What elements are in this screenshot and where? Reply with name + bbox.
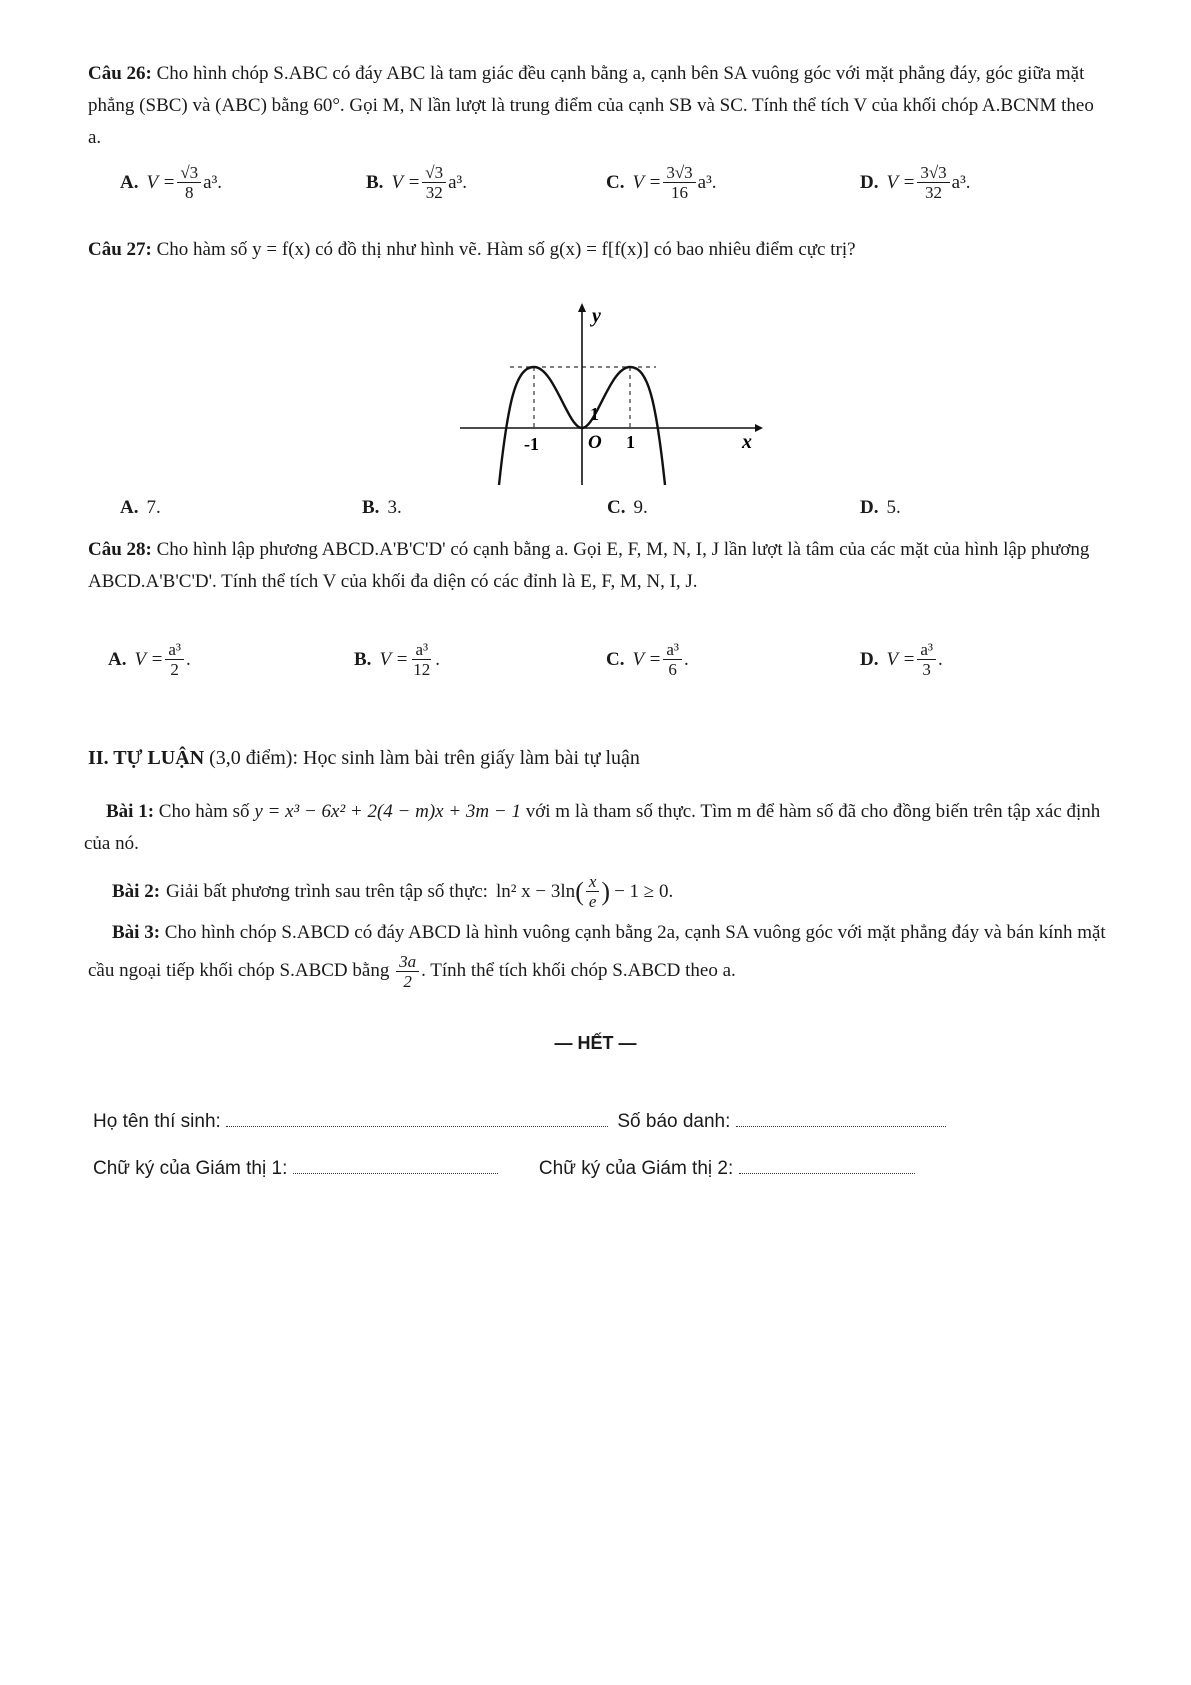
option-lhs: V = bbox=[632, 171, 662, 193]
exercise-text: Cho hình chóp S.ABCD có đáy ABCD là hình vuông cạnh bằng 2a, cạnh SA vuông góc với mặt phẳng đáy và bán kính mặt cầu ngoại tiếp khối chóp S.ABCD bằng bbox=[88, 922, 1106, 981]
option-fraction bbox=[410, 640, 433, 679]
option-label: A. bbox=[120, 497, 139, 518]
function-graph bbox=[450, 300, 770, 490]
denominator: 3 bbox=[922, 660, 931, 679]
question-text: Cho hình chóp S.ABC có đáy ABC là tam giác đều cạnh bằng a, cạnh bên SA vuông góc với mặt phẳng đáy, góc giữa mặt phẳng (SBC) và (ABC) bằng 60°. Gọi M, N lần lượt là trung điểm của cạnh SB và SC. Tính thể tích V của khối chóp A.BCNM theo a. bbox=[88, 63, 1094, 148]
numerator: a³ bbox=[917, 640, 936, 660]
question-text: Cho hàm số y = f(x) có đồ thị như hình vẽ. Hàm số g(x) = f[f(x)] có bao nhiêu điểm cực trị? bbox=[156, 239, 856, 260]
question-27 bbox=[88, 234, 1108, 266]
proctor-1-signature-field[interactable] bbox=[293, 1157, 498, 1174]
x-axis-label: x bbox=[742, 431, 752, 453]
question-label: Câu 27: bbox=[88, 239, 152, 260]
numerator: a³ bbox=[412, 640, 431, 660]
section-heading: II. TỰ LUẬN bbox=[88, 747, 205, 769]
option-fraction bbox=[422, 163, 446, 202]
exercise-text: Cho hàm số bbox=[158, 801, 250, 822]
question-28 bbox=[88, 534, 1108, 598]
exercise-text: Giải bất phương trình sau trên tập số thực: bbox=[166, 880, 488, 902]
option-tail: . bbox=[185, 648, 191, 670]
numerator: a³ bbox=[663, 640, 682, 660]
option-label: D. bbox=[860, 171, 879, 193]
tick-x-label: -1 bbox=[524, 434, 539, 454]
end-mark: — HẾT — bbox=[554, 1033, 637, 1053]
q28-options bbox=[88, 640, 1108, 690]
exercise-formula: y = x³ − 6x² + 2(4 − m)x + 3m − 1 bbox=[254, 801, 521, 822]
option-label: A. bbox=[108, 648, 127, 670]
exercise-text: . Tính thể tích khối chóp S.ABCD theo a. bbox=[421, 960, 736, 981]
origin-label: O bbox=[588, 432, 602, 453]
candidate-name-label: Họ tên thí sinh: bbox=[93, 1111, 221, 1132]
option-label: D. bbox=[860, 497, 879, 518]
denominator: 12 bbox=[413, 660, 431, 679]
option-tail: . bbox=[683, 648, 689, 670]
option-d bbox=[860, 497, 901, 519]
denominator: 32 bbox=[925, 183, 942, 202]
option-fraction bbox=[663, 640, 682, 679]
numerator: 3√3 bbox=[663, 163, 695, 183]
section-subtitle: (3,0 điểm): Học sinh làm bài trên giấy làm bài tự luận bbox=[204, 747, 640, 769]
option-lhs: V = bbox=[391, 171, 421, 193]
option-label: B. bbox=[366, 171, 384, 193]
q26-options bbox=[88, 163, 1108, 213]
option-lhs: V = bbox=[886, 648, 916, 670]
proctor-2-signature-label: Chữ ký của Giám thị 2: bbox=[538, 1158, 734, 1179]
option-lhs: V = bbox=[379, 648, 409, 670]
option-b bbox=[366, 163, 467, 202]
y-axis-arrow-icon bbox=[578, 303, 586, 312]
option-lhs: V = bbox=[146, 171, 176, 193]
option-lhs: V = bbox=[134, 648, 164, 670]
denominator: 8 bbox=[185, 183, 194, 202]
option-label: B. bbox=[362, 497, 380, 518]
y-axis-label: y bbox=[592, 305, 601, 327]
option-tail: . bbox=[435, 648, 441, 670]
exercise-fraction bbox=[396, 952, 419, 991]
denominator: 6 bbox=[668, 660, 677, 679]
option-c bbox=[607, 497, 648, 519]
option-a bbox=[120, 497, 161, 519]
proctor-1-signature-label: Chữ ký của Giám thị 1: bbox=[93, 1158, 288, 1179]
option-value: 9. bbox=[633, 497, 648, 518]
denominator: 32 bbox=[425, 183, 443, 202]
option-tail: a³. bbox=[697, 171, 717, 193]
option-label: C. bbox=[606, 171, 625, 193]
exercise-label: Bài 2: bbox=[112, 880, 161, 902]
exercise-formula: − 1 ≥ 0. bbox=[614, 880, 674, 902]
option-label: A. bbox=[120, 171, 139, 193]
footer-row-1 bbox=[93, 1110, 946, 1133]
option-a bbox=[120, 163, 222, 202]
option-label: B. bbox=[354, 648, 372, 670]
exercise-formula: ln² x − 3ln bbox=[495, 880, 576, 902]
option-lhs: V = bbox=[886, 171, 916, 193]
footer-row-2 bbox=[93, 1157, 915, 1180]
x-axis-arrow-icon bbox=[755, 424, 763, 432]
option-label: C. bbox=[607, 497, 626, 518]
question-text: Cho hình lập phương ABCD.A'B'C'D' có cạnh bằng a. Gọi E, F, M, N, I, J lần lượt là tâm của các mặt của hình lập phương ABCD.A'B'C'D'. Tính thể tích V của khối đa diện có các đỉnh là E, F, M, N, I, J. bbox=[88, 539, 1090, 592]
exercise-2: Bài 2: Giải bất phương trình sau trên tập số thực: ln² x − 3ln ( $\frac{x}{e}$ ) − 1 ≥ 0. bbox=[112, 872, 674, 911]
option-fraction bbox=[177, 163, 201, 202]
numerator: x bbox=[586, 872, 600, 892]
candidate-name-field[interactable] bbox=[226, 1110, 608, 1127]
candidate-number-label: Số báo danh: bbox=[617, 1111, 731, 1132]
question-label: Câu 26: bbox=[88, 63, 152, 84]
denominator: 16 bbox=[671, 183, 688, 202]
option-fraction bbox=[663, 163, 695, 202]
option-fraction bbox=[917, 640, 936, 679]
denominator: 2 bbox=[170, 660, 179, 679]
exercise-label: Bài 3: bbox=[112, 922, 161, 943]
option-fraction bbox=[165, 640, 184, 679]
option-value: 5. bbox=[886, 497, 901, 518]
option-d bbox=[860, 163, 971, 202]
option-fraction bbox=[917, 163, 949, 202]
option-label: D. bbox=[860, 648, 879, 670]
option-c bbox=[606, 640, 689, 679]
numerator: √3 bbox=[177, 163, 201, 183]
option-b bbox=[354, 640, 440, 679]
question-label: Câu 28: bbox=[88, 539, 152, 560]
exercise-label: Bài 1: bbox=[106, 801, 155, 822]
option-a bbox=[108, 640, 191, 679]
numerator: a³ bbox=[165, 640, 184, 660]
numerator: √3 bbox=[422, 163, 446, 183]
question-26 bbox=[88, 58, 1108, 154]
proctor-2-signature-field[interactable] bbox=[739, 1157, 915, 1174]
option-tail: a³. bbox=[203, 171, 223, 193]
denominator: 2 bbox=[403, 972, 412, 992]
tick-y-label: 1 bbox=[590, 404, 599, 424]
option-b bbox=[362, 497, 402, 519]
option-tail: a³. bbox=[448, 171, 468, 193]
exercise-fraction bbox=[586, 872, 600, 911]
option-tail: . bbox=[937, 648, 943, 670]
candidate-number-field[interactable] bbox=[736, 1110, 946, 1127]
option-tail: a³. bbox=[951, 171, 971, 193]
exercise-3 bbox=[88, 914, 1108, 991]
option-label: C. bbox=[606, 648, 625, 670]
option-value: 3. bbox=[387, 497, 402, 518]
numerator: 3√3 bbox=[917, 163, 949, 183]
option-lhs: V = bbox=[632, 648, 662, 670]
exercise-1 bbox=[84, 796, 1104, 860]
option-d bbox=[860, 640, 943, 679]
numerator: 3a bbox=[396, 952, 419, 972]
section-title bbox=[88, 747, 640, 770]
tick-x-label: 1 bbox=[626, 432, 635, 452]
denominator: e bbox=[588, 892, 597, 911]
option-c bbox=[606, 163, 717, 202]
option-value: 7. bbox=[146, 497, 161, 518]
exercise-text: với m là tham số thực. Tìm m để hàm số đã cho đồng biến trên tập xác định của nó. bbox=[84, 801, 1101, 854]
